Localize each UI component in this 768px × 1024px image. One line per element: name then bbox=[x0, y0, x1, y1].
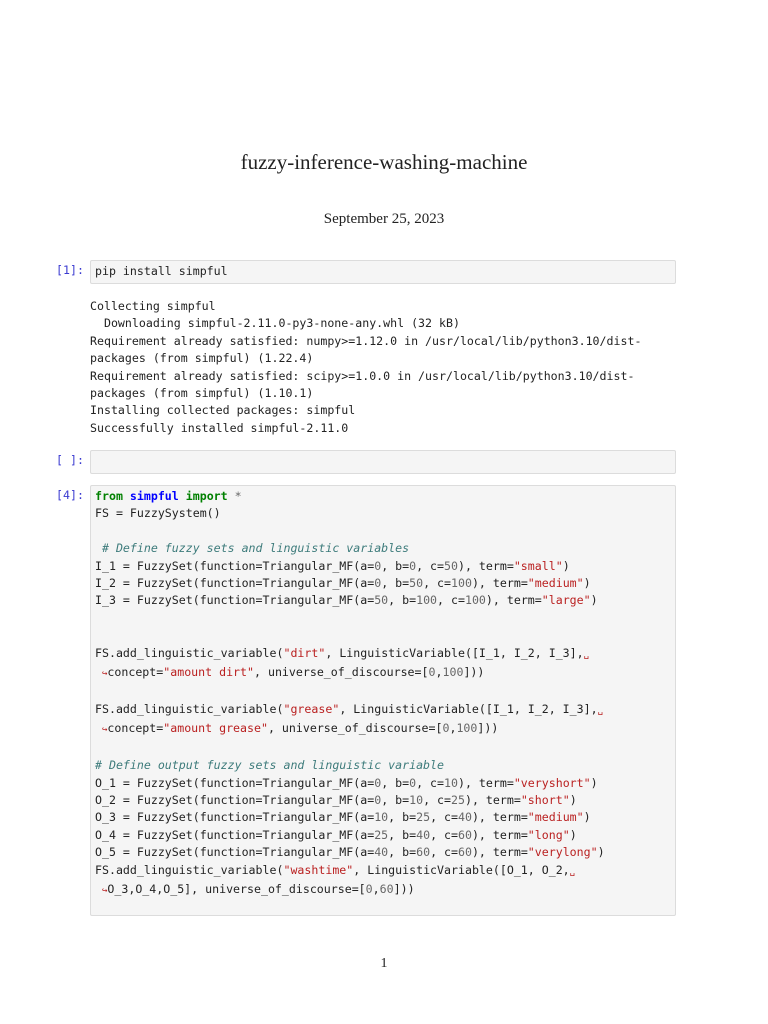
code-line-blank bbox=[91, 610, 675, 627]
cell-1-code: pip install simpful bbox=[95, 264, 228, 278]
code-line: from simpful import * bbox=[95, 489, 242, 503]
line-wrap-arrow-icon: ↪ bbox=[101, 725, 108, 736]
code-line: I_2 = FuzzySet(function=Triangular_MF(a=0, b=50, c=100), term="medium") bbox=[95, 576, 591, 591]
code-line: FS.add_linguistic_variable("dirt", LinguisticVariable([I_1, I_2, I_3],␣ bbox=[95, 645, 590, 660]
cell-2-prompt: [ ]: bbox=[56, 453, 84, 467]
cell-3-code bbox=[91, 486, 675, 900]
output-line: Collecting simpful bbox=[90, 299, 216, 313]
code-comment: # Define fuzzy sets and linguistic variables bbox=[95, 541, 410, 556]
line-continuation-icon: ␣ bbox=[583, 649, 590, 660]
code-line-blank bbox=[91, 627, 675, 644]
code-line: O_3 = FuzzySet(function=Triangular_MF(a=10, b=25, c=40), term="medium") bbox=[95, 810, 591, 825]
cell-3-prompt: [4]: bbox=[56, 488, 84, 502]
document-title: fuzzy-inference-washing-machine bbox=[240, 150, 528, 174]
code-line: FS.add_linguistic_variable("washtime", LinguisticVariable([O_1, O_2,␣ bbox=[95, 862, 576, 877]
output-line: Installing collected packages: simpful bbox=[90, 403, 356, 418]
code-line: FS.add_linguistic_variable("grease", LinguisticVariable([I_1, I_2, I_3],␣ bbox=[95, 701, 603, 716]
cell-2-code bbox=[91, 451, 675, 453]
line-continuation-icon: ␣ bbox=[569, 866, 576, 877]
code-line: FS = FuzzySystem() bbox=[95, 506, 221, 521]
cell-1-output bbox=[90, 298, 680, 437]
output-line: Requirement already satisfied: numpy>=1.12.0 in /usr/local/lib/python3.10/dist- bbox=[90, 333, 642, 348]
code-line: O_4 = FuzzySet(function=Triangular_MF(a=25, b=40, c=60), term="long") bbox=[95, 827, 577, 842]
line-continuation-icon: ␣ bbox=[597, 705, 603, 716]
output-line: Successfully installed simpful-2.11.0 bbox=[90, 420, 349, 435]
code-line-blank bbox=[91, 523, 675, 540]
code-line: ↪concept="amount dirt", universe_of_discourse=[0,100])) bbox=[101, 665, 485, 680]
code-line-blank bbox=[91, 740, 675, 757]
code-line: ↪O_3,O_4,O_5], universe_of_discourse=[0,60])) bbox=[101, 881, 415, 896]
output-line: packages (from simpful) (1.22.4) bbox=[90, 351, 314, 366]
code-line: I_1 = FuzzySet(function=Triangular_MF(a=0, b=0, c=50), term="small") bbox=[95, 558, 570, 573]
cell-1-prompt: [1]: bbox=[56, 263, 84, 277]
output-line: Requirement already satisfied: scipy>=1.0.0 in /usr/local/lib/python3.10/dist- bbox=[90, 368, 635, 383]
line-wrap-arrow-icon: ↪ bbox=[101, 885, 108, 896]
line-wrap-arrow-icon: ↪ bbox=[101, 669, 108, 680]
document-date: September 25, 2023 bbox=[323, 211, 445, 227]
code-comment: # Define output fuzzy sets and linguistic variable bbox=[95, 758, 445, 773]
code-line: O_1 = FuzzySet(function=Triangular_MF(a=0, b=0, c=10), term="veryshort") bbox=[95, 775, 598, 790]
output-line: packages (from simpful) (1.10.1) bbox=[90, 386, 314, 401]
cell-1-input[interactable] bbox=[90, 260, 676, 284]
output-line: Downloading simpful-2.11.0-py3-none-any.whl (32 kB) bbox=[90, 316, 460, 331]
code-line: O_2 = FuzzySet(function=Triangular_MF(a=0, b=10, c=25), term="short") bbox=[95, 792, 577, 807]
cell-3-input[interactable] bbox=[90, 485, 676, 916]
code-line: I_3 = FuzzySet(function=Triangular_MF(a=50, b=100, c=100), term="large") bbox=[95, 593, 598, 608]
code-line: O_5 = FuzzySet(function=Triangular_MF(a=40, b=60, c=60), term="verylong") bbox=[95, 845, 605, 860]
page-number: 1 bbox=[380, 956, 388, 971]
code-line-blank bbox=[91, 683, 675, 700]
code-line: ↪concept="amount grease", universe_of_discourse=[0,100])) bbox=[101, 721, 499, 736]
cell-2-input[interactable] bbox=[90, 450, 676, 474]
